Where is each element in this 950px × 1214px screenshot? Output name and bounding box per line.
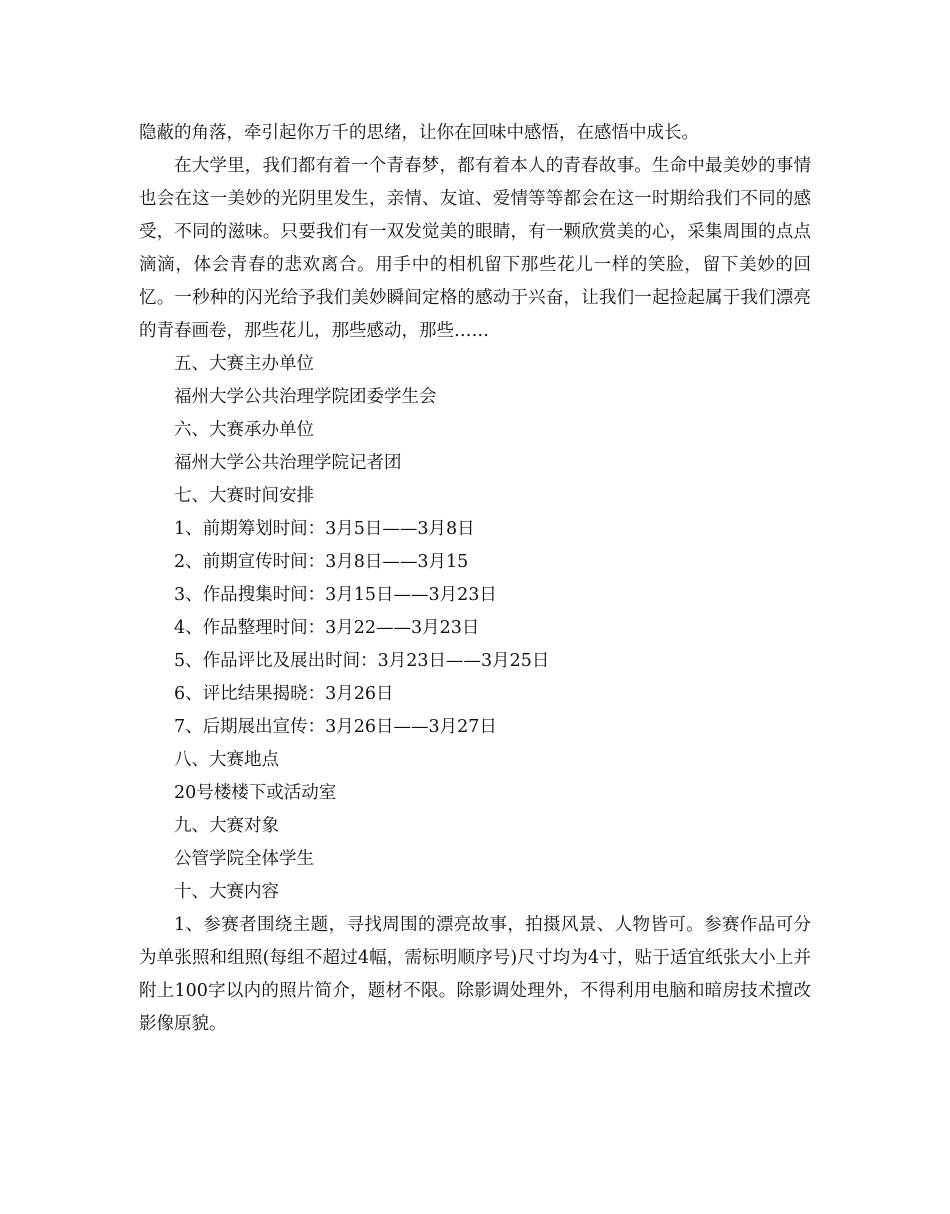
document-body [139, 117, 811, 1041]
intro-tail-text: 隐蔽的角落，牵引起你万千的思绪，让你在回味中感悟，在感悟中成长。 [139, 123, 699, 143]
section-5-organizer: 福州大学公共治理学院团委学生会 [174, 387, 437, 407]
intro-paragraph: 在大学里，我们都有着一个青春梦，都有着本人的青春故事。生命中最美妙的事情也会在这一美妙的光阴里发生，亲情、友谊、爱情等等都会在这一时期给我们不同的感受，不同的滋味。只要我们有一双发觉美的眼睛，有一颗欣赏美的心，采集周围的点点滴滴，体会青春的悲欢离合。用手中的相机留下那些花儿一样的笑脸，留下美妙的回忆。一秒种的闪光给予我们美妙瞬间定格的感动于兴奋，让我们一起捡起属于我们漂亮的青春画卷，那些花儿，那些感动，那些…… [139, 156, 811, 341]
section-5-heading: 五、大赛主办单位 [174, 354, 314, 374]
section-9-participants: 公管学院全体学生 [174, 849, 314, 869]
section-6-co-organizer: 福州大学公共治理学院记者团 [174, 453, 402, 473]
schedule-item-3: 3、作品搜集时间：3月15日——3月23日 [174, 585, 497, 605]
schedule-item-4: 4、作品整理时间：3月22——3月23日 [174, 618, 480, 638]
schedule-item-5: 5、作品评比及展出时间：3月23日——3月25日 [174, 651, 550, 671]
schedule-item-2: 2、前期宣传时间：3月8日——3月15 [174, 552, 469, 572]
schedule-item-1: 1、前期筹划时间：3月5日——3月8日 [174, 519, 475, 539]
section-10-paragraph: 1、参赛者围绕主题，寻找周围的漂亮故事，拍摄风景、人物皆可。参赛作品可分为单张照和组照(每组不超过4幅，需标明顺序号)尺寸均为4寸，贴于适宜纸张大小上并附上100字以内的照片简介，题材不限。除影调处理外，不得利用电脑和暗房技术擅改影像原貌。 [139, 915, 811, 1034]
schedule-item-6: 6、评比结果揭晓：3月26日 [174, 684, 394, 704]
section-10-heading: 十、大赛内容 [174, 882, 279, 902]
section-8-heading: 八、大赛地点 [174, 750, 279, 770]
section-8-location: 20号楼楼下或活动室 [174, 783, 337, 803]
section-9-heading: 九、大赛对象 [174, 816, 279, 836]
schedule-item-7: 7、后期展出宣传：3月26日——3月27日 [174, 717, 497, 737]
section-6-heading: 六、大赛承办单位 [174, 420, 314, 440]
section-7-heading: 七、大赛时间安排 [174, 486, 314, 506]
